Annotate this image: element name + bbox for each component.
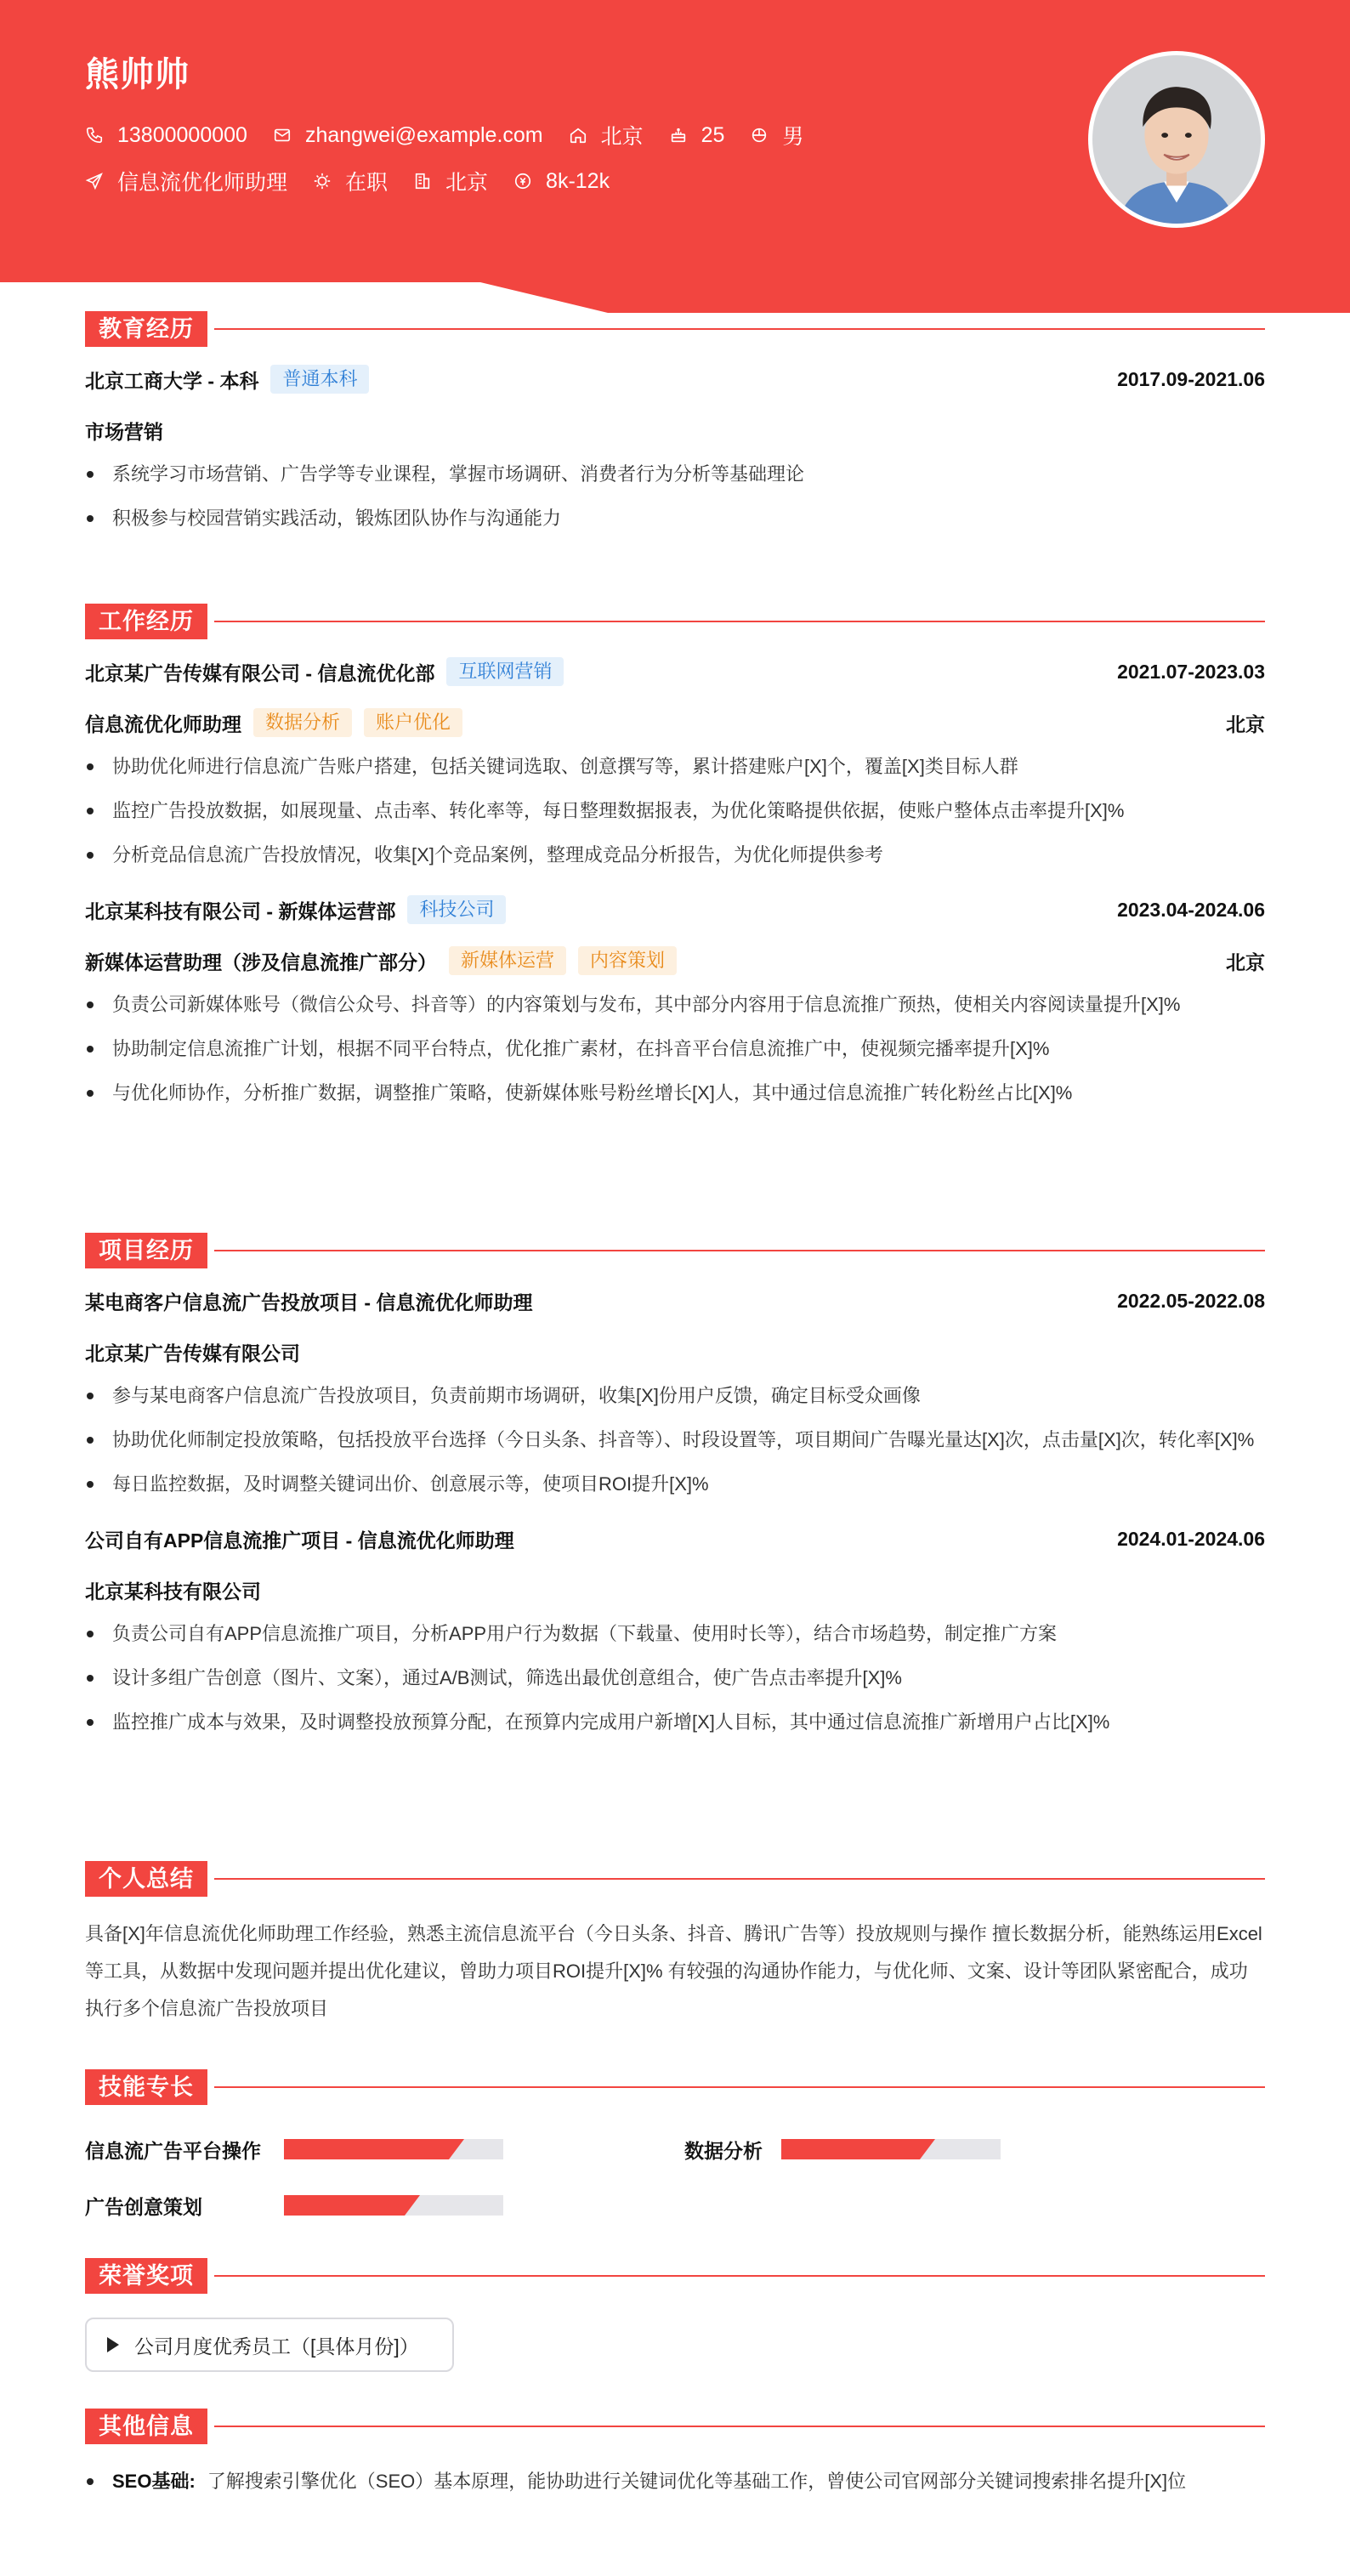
skill-tag: 内容策划 [578,946,677,975]
project-bullets [85,1615,1265,1741]
job-city: 北京 [1226,950,1265,973]
avatar [1088,51,1265,228]
skill-name: 广告创意策划 [85,2195,202,2218]
contact-row [85,120,829,150]
summary-title [85,1861,1265,1897]
section-divider [214,2086,1265,2088]
awards-section [85,2258,1265,2377]
job-intent-row [85,166,635,196]
section-title-text: 工作经历 [85,604,207,639]
skill-item [85,2188,503,2222]
home-icon [569,126,587,145]
skill-bar [284,2195,503,2216]
job-date: 2021.07-2023.03 [1117,660,1265,683]
other-info-key: SEO基础: [112,2471,196,2492]
email-icon [273,126,292,145]
city-text: 北京 [600,125,644,149]
job-role: 新媒体运营助理（涉及信息流推广部分） [85,950,437,973]
list-item: 监控广告投放数据，如展现量、点击率、转化率等，每日整理数据报表，为优化策略提供依据，使账户整体点击率提升[X]% [85,792,1265,830]
company-name: 北京某科技有限公司 - 新媒体运营部 [85,899,396,922]
section-title-text: 其他信息 [85,2409,207,2444]
summary-section [85,1861,1265,2028]
project-company-row [85,1573,1265,1607]
other-info-value: 了解搜索引擎优化（SEO）基本原理，能协助进行关键词优化等基础工作，曾使公司官网部分关键词搜索排名提升[X]位 [207,2471,1187,2492]
job-bullets [85,986,1265,1112]
job-role-row [85,944,1265,978]
awards-title [85,2258,1265,2294]
list-item: 分析竞品信息流广告投放情况，收集[X]个竞品案例，整理成竞品分析报告，为优化师提供参考 [85,837,1265,874]
job-city: 北京 [1226,712,1265,735]
candidate-name: 熊帅帅 [85,56,190,94]
list-item: 负责公司自有APP信息流推广项目，分析APP用户行为数据（下载量、使用时长等），结合市场趋势，制定推广方案 [85,1615,1265,1653]
list-item: 设计多组广告创意（图片、文案），通过A/B测试，筛选出最优创意组合，使广告点击率提升[X]% [85,1660,1265,1697]
list-item: 协助优化师制定投放策略，包括投放平台选择（今日头条、抖音等）、时段设置等，项目期间广告曝光量达[X]次，点击量[X]次，转化率[X]% [85,1421,1265,1459]
money-icon [513,172,532,190]
project-company: 北京某科技有限公司 [85,1580,261,1603]
avatar-photo [1092,55,1261,224]
skill-bar [781,2139,1001,2159]
project-date: 2022.05-2022.08 [1117,1289,1265,1312]
skill-bar-fill [284,2139,449,2159]
phone-text: 13800000000 [117,122,247,147]
list-item: 协助制定信息流推广计划，根据不同平台特点，优化推广素材，在抖音平台信息流推广中，使视频完播率提升[X]% [85,1030,1265,1068]
age-text: 25 [701,122,725,147]
company-badge: 科技公司 [407,895,506,924]
education-bullets [85,456,1265,537]
position-text: 信息流优化师助理 [117,171,288,195]
project-entry-head [85,1284,1265,1318]
other-title [85,2409,1265,2444]
job-role: 信息流优化师助理 [85,712,241,735]
skill-tag: 账户优化 [364,708,462,737]
city-item [569,120,644,150]
education-title [85,311,1265,347]
project-name: 某电商客户信息流广告投放项目 - 信息流优化师助理 [85,1291,533,1314]
phone-item [85,123,247,148]
award-item[interactable] [85,2318,454,2372]
section-divider [214,621,1265,622]
work-city-item [413,166,488,196]
section-divider [214,2275,1265,2277]
skills-section [85,2069,1265,2222]
education-section [85,311,1265,537]
status-item [313,166,388,196]
projects-section [85,1233,1265,1741]
position-item [85,166,287,196]
list-item: 与优化师协作，分析推广数据，调整推广策略，使新媒体账号粉丝增长[X]人，其中通过信息流推广转化粉丝占比[X]% [85,1075,1265,1112]
award-text: 公司月度优秀员工（[具体月份]） [134,2335,419,2358]
age-item [669,123,725,148]
section-divider [214,328,1265,330]
skill-item [684,2132,1001,2166]
work-title [85,604,1265,639]
skill-item [85,2132,503,2166]
section-title-text: 荣誉奖项 [85,2258,207,2294]
salary-item [513,169,610,194]
phone-icon [85,126,104,145]
summary-text: 具备[X]年信息流优化师助理工作经验，熟悉主流信息流平台（今日头条、抖音、腾讯广告等）投放规则与操作 擅长数据分析，能熟练运用Excel等工具，从数据中发现问题并提出优化建议，曾助力项目ROI提升[X]% 有较强的沟通协作能力，与优化师、文案、设计等团队紧密配合，成功执行多个信息流广告投放项目 [85,1923,1262,2019]
gender-text: 男 [782,125,804,149]
job-entry-head [85,655,1265,689]
section-title-text: 技能专长 [85,2069,207,2105]
degree-badge: 普通本科 [270,365,369,394]
other-info-item [85,2463,1265,2500]
building-icon [413,172,432,190]
list-item: 每日监控数据，及时调整关键词出价、创意展示等，使项目ROI提升[X]% [85,1466,1265,1503]
list-item: 负责公司新媒体账号（微信公众号、抖音等）的内容策划与发布，其中部分内容用于信息流推广预热，使相关内容阅读量提升[X]% [85,986,1265,1024]
major-name: 市场营销 [85,420,163,443]
other-section [85,2409,1265,2500]
work-city-text: 北京 [445,171,489,195]
project-bullets [85,1377,1265,1503]
list-item: 参与某电商客户信息流广告投放项目，负责前期市场调研，收集[X]份用户反馈，确定目标受众画像 [85,1377,1265,1415]
work-section [85,604,1265,1112]
status-text: 在职 [345,171,389,195]
expand-triangle-icon [107,2337,119,2352]
project-date: 2024.01-2024.06 [1117,1527,1265,1550]
project-company-row [85,1335,1265,1369]
skill-bar [284,2139,503,2159]
section-divider [214,1250,1265,1251]
section-title-text: 项目经历 [85,1233,207,1268]
list-item: 协助优化师进行信息流广告账户搭建，包括关键词选取、创意撰写等，累计搭建账户[X]个，覆盖[X]类目标人群 [85,748,1265,786]
email-item [273,123,543,148]
email-text: zhangwei@example.com [304,122,543,147]
school-name: 北京工商大学 - 本科 [85,369,259,392]
send-icon [85,172,104,190]
skills-title [85,2069,1265,2105]
job-date: 2023.04-2024.06 [1117,898,1265,921]
salary-text: 8k-12k [546,168,610,193]
gender-item [750,120,803,150]
major-row [85,413,1265,447]
section-divider [214,2426,1265,2427]
cake-icon [669,126,688,145]
status-icon [313,172,332,190]
list-item: 积极参与校园营销实践活动，锻炼团队协作与沟通能力 [85,500,1265,537]
list-item: 系统学习市场营销、广告学等专业课程，掌握市场调研、消费者行为分析等基础理论 [85,456,1265,493]
project-name: 公司自有APP信息流推广项目 - 信息流优化师助理 [85,1529,514,1552]
company-name: 北京某广告传媒有限公司 - 信息流优化部 [85,661,435,684]
skill-tag: 数据分析 [253,708,352,737]
section-title-text: 教育经历 [85,311,207,347]
projects-title [85,1233,1265,1268]
education-entry-head [85,362,1265,396]
gender-icon [750,126,769,145]
section-title-text: 个人总结 [85,1861,207,1897]
skill-name: 数据分析 [684,2139,763,2162]
skill-tag: 新媒体运营 [449,946,566,975]
skill-bar-fill [781,2139,920,2159]
project-entry-head [85,1522,1265,1556]
education-date: 2017.09-2021.06 [1117,367,1265,390]
skill-name: 信息流广告平台操作 [85,2139,261,2162]
job-role-row [85,706,1265,740]
job-entry-head [85,893,1265,927]
company-badge: 互联网营销 [446,657,564,686]
project-company: 北京某广告传媒有限公司 [85,1342,300,1365]
job-bullets [85,748,1265,874]
skill-bar-fill [284,2195,405,2216]
list-item: 监控推广成本与效果，及时调整投放预算分配，在预算内完成用户新增[X]人目标，其中通过信息流推广新增用户占比[X]% [85,1704,1265,1741]
section-divider [214,1878,1265,1880]
